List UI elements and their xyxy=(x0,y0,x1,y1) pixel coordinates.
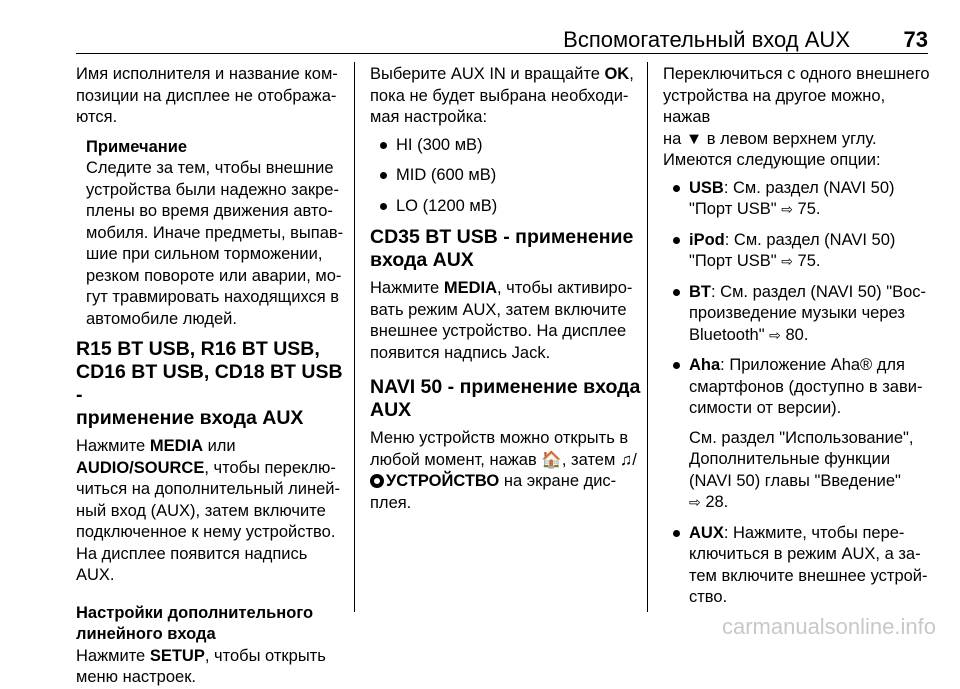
note-title: Примечание xyxy=(86,137,188,156)
note-text: Следите за тем, чтобы внешние устройства были надежно закре- плены во время движения авто- мобиля. Иначе предметы, выпав- шие при сильном торможении, резком повороте или аварии, мо- гут травмировать находящихся в автомобиле людей. xyxy=(86,159,344,328)
column-divider-2 xyxy=(647,62,648,612)
list-item: Aha: Приложение Aha® для смартфонов (доступно в зави- симости от версии). См. раздел "Использование", Дополнительные функции (NAVI 50) главы "Введение" ⇨ 28. xyxy=(663,355,935,514)
heading-aux-settings: Настройки дополнительного линейного входа xyxy=(76,603,314,643)
page-header xyxy=(76,26,928,54)
media-key: MEDIA xyxy=(149,437,203,455)
level-list xyxy=(370,135,642,218)
list-item: AUX: Нажмите, чтобы пере- ключиться в режим AUX, а за- тем включите внешнее устрой- ство. xyxy=(663,523,935,609)
paragraph-setup: Нажмите SETUP, чтобы открыть меню настроек. xyxy=(76,646,326,686)
paragraph-navi50: Меню устройств можно открыть в любой момент, нажав 🏠, затем ♫/ УСТРОЙСТВО на экране дис- плея. xyxy=(370,429,637,512)
section-title: Вспомогательный вход AUX xyxy=(563,27,850,52)
down-triangle-icon: ▼ xyxy=(685,129,703,148)
media-key: MEDIA xyxy=(443,279,497,297)
column-divider-1 xyxy=(354,62,355,612)
home-icon: 🏠 xyxy=(541,450,562,469)
arrow-icon: ⇨ xyxy=(689,494,701,510)
music-note-icon: ♫ xyxy=(619,450,633,469)
list-item: LO (1200 мВ) xyxy=(370,196,642,218)
arrow-icon: ⇨ xyxy=(781,201,793,217)
header-rule xyxy=(76,53,928,54)
paragraph-media-source: Нажмите MEDIA или AUDIO/SOURCE, чтобы переклю- читься на дополнительный линей- ный вход (AUX), затем включите подключенное к нему устройство. На дисплее появится надпись AUX. xyxy=(76,437,340,584)
list-item: iPod: См. раздел (NAVI 50) "Порт USB" ⇨ 75. xyxy=(663,230,935,273)
paragraph-switch: Переключиться с одного внешнего устройства на другое можно, нажав на ▼ в левом верхнем углу. Имеются следующие опции: xyxy=(663,65,930,169)
audio-source-key: AUDIO/SOURCE xyxy=(76,458,205,477)
arrow-icon: ⇨ xyxy=(769,326,781,343)
column-1 xyxy=(76,64,344,689)
aha-subtext: См. раздел "Использование", Дополнительные функции (NAVI 50) главы "Введение" ⇨ 28. xyxy=(689,428,914,511)
list-item: BT: См. раздел (NAVI 50) "Вос- произведение музыки через Bluetooth" ⇨ 80. xyxy=(663,282,935,347)
list-item: MID (600 мВ) xyxy=(370,165,642,187)
paragraph-aux-in: Выберите AUX IN и вращайте OK, пока не будет выбрана необходи- мая настройка: xyxy=(370,65,634,126)
heading-cd35-aux: CD35 BT USB - применение входа AUX xyxy=(370,226,634,271)
list-item: HI (300 мВ) xyxy=(370,135,642,157)
options-list xyxy=(663,178,935,609)
list-item: USB: См. раздел (NAVI 50) "Порт USB" ⇨ 75. xyxy=(663,178,935,221)
column-2 xyxy=(370,64,642,514)
setup-key: SETUP xyxy=(149,646,205,665)
page-number: 73 xyxy=(903,27,928,52)
device-key: УСТРОЙСТВО xyxy=(386,472,500,490)
intro-paragraph: Имя исполнителя и название ком- позиции на дисплее не отобража- ются. xyxy=(76,65,338,126)
arrow-icon: ⇨ xyxy=(781,253,793,269)
note-box xyxy=(86,137,344,331)
heading-r15-aux: R15 BT USB, R16 BT USB, CD16 BT USB, CD18 BT USB - применение входа AUX xyxy=(76,338,343,429)
column-3 xyxy=(663,64,935,618)
heading-navi50-aux: NAVI 50 - применение входа AUX xyxy=(370,376,641,421)
ok-key: OK xyxy=(604,65,630,83)
disc-icon xyxy=(370,474,384,488)
paragraph-cd35: Нажмите MEDIA, чтобы активиро- вать режим AUX, затем включите внешнее устройство. На дисплее появится надпись Jack. xyxy=(370,279,633,362)
watermark: carmanualsonline.info xyxy=(721,614,936,639)
